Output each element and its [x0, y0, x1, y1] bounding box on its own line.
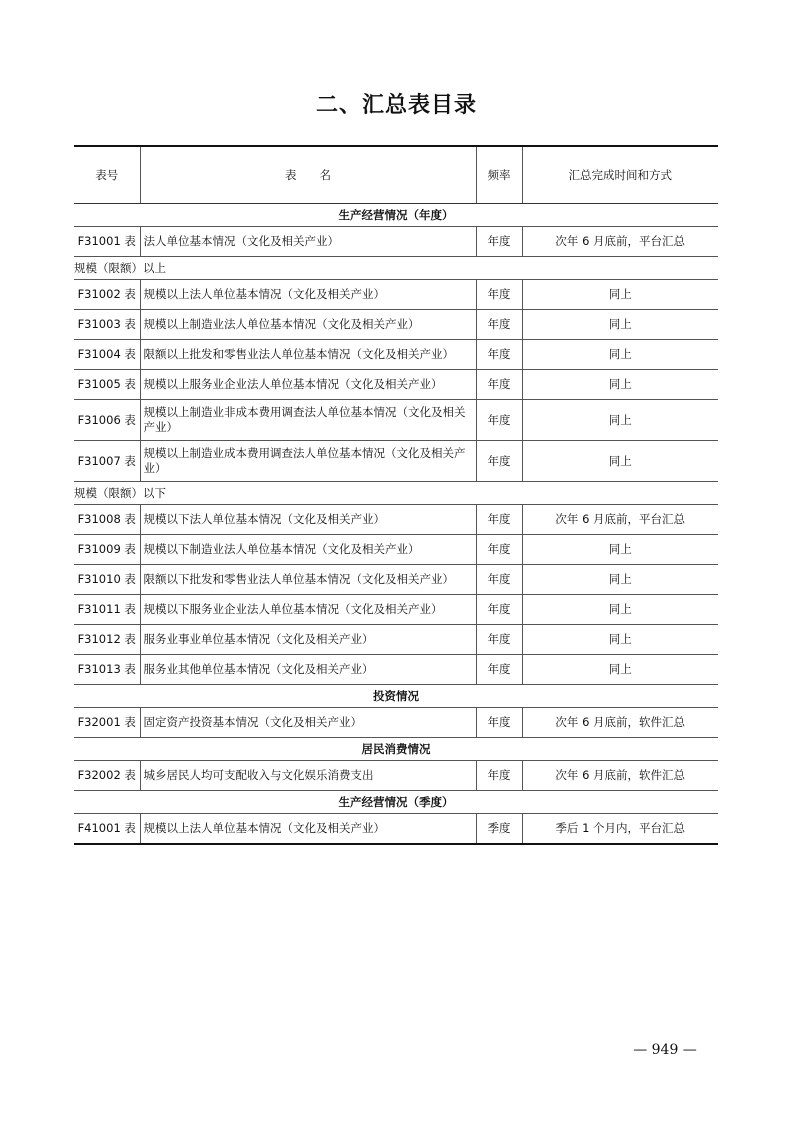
frequency-cell: 年度	[476, 441, 522, 482]
table-row	[74, 505, 718, 535]
header-name: 表 名	[140, 146, 476, 204]
summary-table-catalog	[74, 145, 718, 845]
table-name-cell: 固定资产投资基本情况（文化及相关产业）	[140, 708, 476, 738]
table-row	[74, 535, 718, 565]
frequency-cell: 年度	[476, 708, 522, 738]
table-name-cell: 规模以上服务业企业法人单位基本情况（文化及相关产业）	[140, 370, 476, 400]
table-code-cell: F31010 表	[74, 565, 140, 595]
completion-cell: 同上	[522, 370, 718, 400]
frequency-cell: 年度	[476, 565, 522, 595]
table-row	[74, 340, 718, 370]
table-row	[74, 400, 718, 441]
table-code-cell: F31007 表	[74, 441, 140, 482]
frequency-cell: 年度	[476, 310, 522, 340]
frequency-cell: 年度	[476, 505, 522, 535]
frequency-cell: 年度	[476, 227, 522, 257]
table-header-row	[74, 146, 718, 204]
table-row	[74, 814, 718, 845]
table-row	[74, 595, 718, 625]
table-name-cell: 规模以上法人单位基本情况（文化及相关产业）	[140, 814, 476, 845]
table-code-cell: F32002 表	[74, 761, 140, 791]
table-row	[74, 280, 718, 310]
frequency-cell: 年度	[476, 595, 522, 625]
table-row	[74, 761, 718, 791]
section-heading: 生产经营情况（季度）	[74, 791, 718, 814]
completion-cell: 次年 6 月底前，软件汇总	[522, 761, 718, 791]
table-code-cell: F31001 表	[74, 227, 140, 257]
completion-cell: 同上	[522, 310, 718, 340]
table-row	[74, 565, 718, 595]
completion-cell: 次年 6 月底前，软件汇总	[522, 708, 718, 738]
table-code-cell: F31002 表	[74, 280, 140, 310]
table-name-cell: 规模以下法人单位基本情况（文化及相关产业）	[140, 505, 476, 535]
table-row	[74, 655, 718, 685]
subsection-heading-row	[74, 257, 718, 280]
frequency-cell: 年度	[476, 655, 522, 685]
section-heading-row	[74, 791, 718, 814]
completion-cell: 同上	[522, 595, 718, 625]
table-row	[74, 310, 718, 340]
completion-cell: 同上	[522, 280, 718, 310]
section-heading: 生产经营情况（年度）	[74, 204, 718, 227]
table-code-cell: F31005 表	[74, 370, 140, 400]
header-code: 表号	[74, 146, 140, 204]
table-name-cell: 法人单位基本情况（文化及相关产业）	[140, 227, 476, 257]
table-name-cell: 规模以下制造业法人单位基本情况（文化及相关产业）	[140, 535, 476, 565]
page-title: 二、汇总表目录	[315, 93, 477, 118]
subsection-heading-row	[74, 482, 718, 505]
completion-cell: 同上	[522, 565, 718, 595]
table-code-cell: F31006 表	[74, 400, 140, 441]
header-frequency: 频率	[476, 146, 522, 204]
frequency-cell: 季度	[476, 814, 522, 845]
table-code-cell: F41001 表	[74, 814, 140, 845]
table-name-cell: 服务业事业单位基本情况（文化及相关产业）	[140, 625, 476, 655]
table-row	[74, 441, 718, 482]
subsection-heading: 规模（限额）以下	[74, 482, 718, 505]
completion-cell: 同上	[522, 625, 718, 655]
completion-cell: 同上	[522, 340, 718, 370]
table-code-cell: F31004 表	[74, 340, 140, 370]
table-code-cell: F31009 表	[74, 535, 140, 565]
table-name-cell: 规模以上制造业成本费用调查法人单位基本情况（文化及相关产业）	[140, 441, 476, 482]
completion-cell: 同上	[522, 535, 718, 565]
table-code-cell: F31003 表	[74, 310, 140, 340]
table-row	[74, 708, 718, 738]
table-code-cell: F31012 表	[74, 625, 140, 655]
frequency-cell: 年度	[476, 280, 522, 310]
table-code-cell: F31008 表	[74, 505, 140, 535]
section-heading: 投资情况	[74, 685, 718, 708]
section-heading-row	[74, 738, 718, 761]
table-row	[74, 370, 718, 400]
table-row	[74, 625, 718, 655]
table-name-cell: 城乡居民人均可支配收入与文化娱乐消费支出	[140, 761, 476, 791]
frequency-cell: 年度	[476, 340, 522, 370]
table-row	[74, 227, 718, 257]
table-name-cell: 规模以上制造业法人单位基本情况（文化及相关产业）	[140, 310, 476, 340]
frequency-cell: 年度	[476, 625, 522, 655]
page-number: — 949 —	[633, 1042, 697, 1058]
section-heading: 居民消费情况	[74, 738, 718, 761]
completion-cell: 同上	[522, 655, 718, 685]
subsection-heading: 规模（限额）以上	[74, 257, 718, 280]
header-completion: 汇总完成时间和方式	[522, 146, 718, 204]
completion-cell: 同上	[522, 400, 718, 441]
table-name-cell: 限额以下批发和零售业法人单位基本情况（文化及相关产业）	[140, 565, 476, 595]
table-name-cell: 规模以上制造业非成本费用调查法人单位基本情况（文化及相关产业）	[140, 400, 476, 441]
completion-cell: 季后 1 个月内，平台汇总	[522, 814, 718, 845]
section-heading-row	[74, 685, 718, 708]
frequency-cell: 年度	[476, 400, 522, 441]
table-name-cell: 服务业其他单位基本情况（文化及相关产业）	[140, 655, 476, 685]
table-code-cell: F31011 表	[74, 595, 140, 625]
section-heading-row	[74, 204, 718, 227]
table-name-cell: 规模以上法人单位基本情况（文化及相关产业）	[140, 280, 476, 310]
table-code-cell: F31013 表	[74, 655, 140, 685]
table-name-cell: 限额以上批发和零售业法人单位基本情况（文化及相关产业）	[140, 340, 476, 370]
frequency-cell: 年度	[476, 370, 522, 400]
table-name-cell: 规模以下服务业企业法人单位基本情况（文化及相关产业）	[140, 595, 476, 625]
frequency-cell: 年度	[476, 535, 522, 565]
frequency-cell: 年度	[476, 761, 522, 791]
table-body	[74, 204, 718, 845]
completion-cell: 次年 6 月底前，平台汇总	[522, 505, 718, 535]
completion-cell: 同上	[522, 441, 718, 482]
table-code-cell: F32001 表	[74, 708, 140, 738]
completion-cell: 次年 6 月底前，平台汇总	[522, 227, 718, 257]
